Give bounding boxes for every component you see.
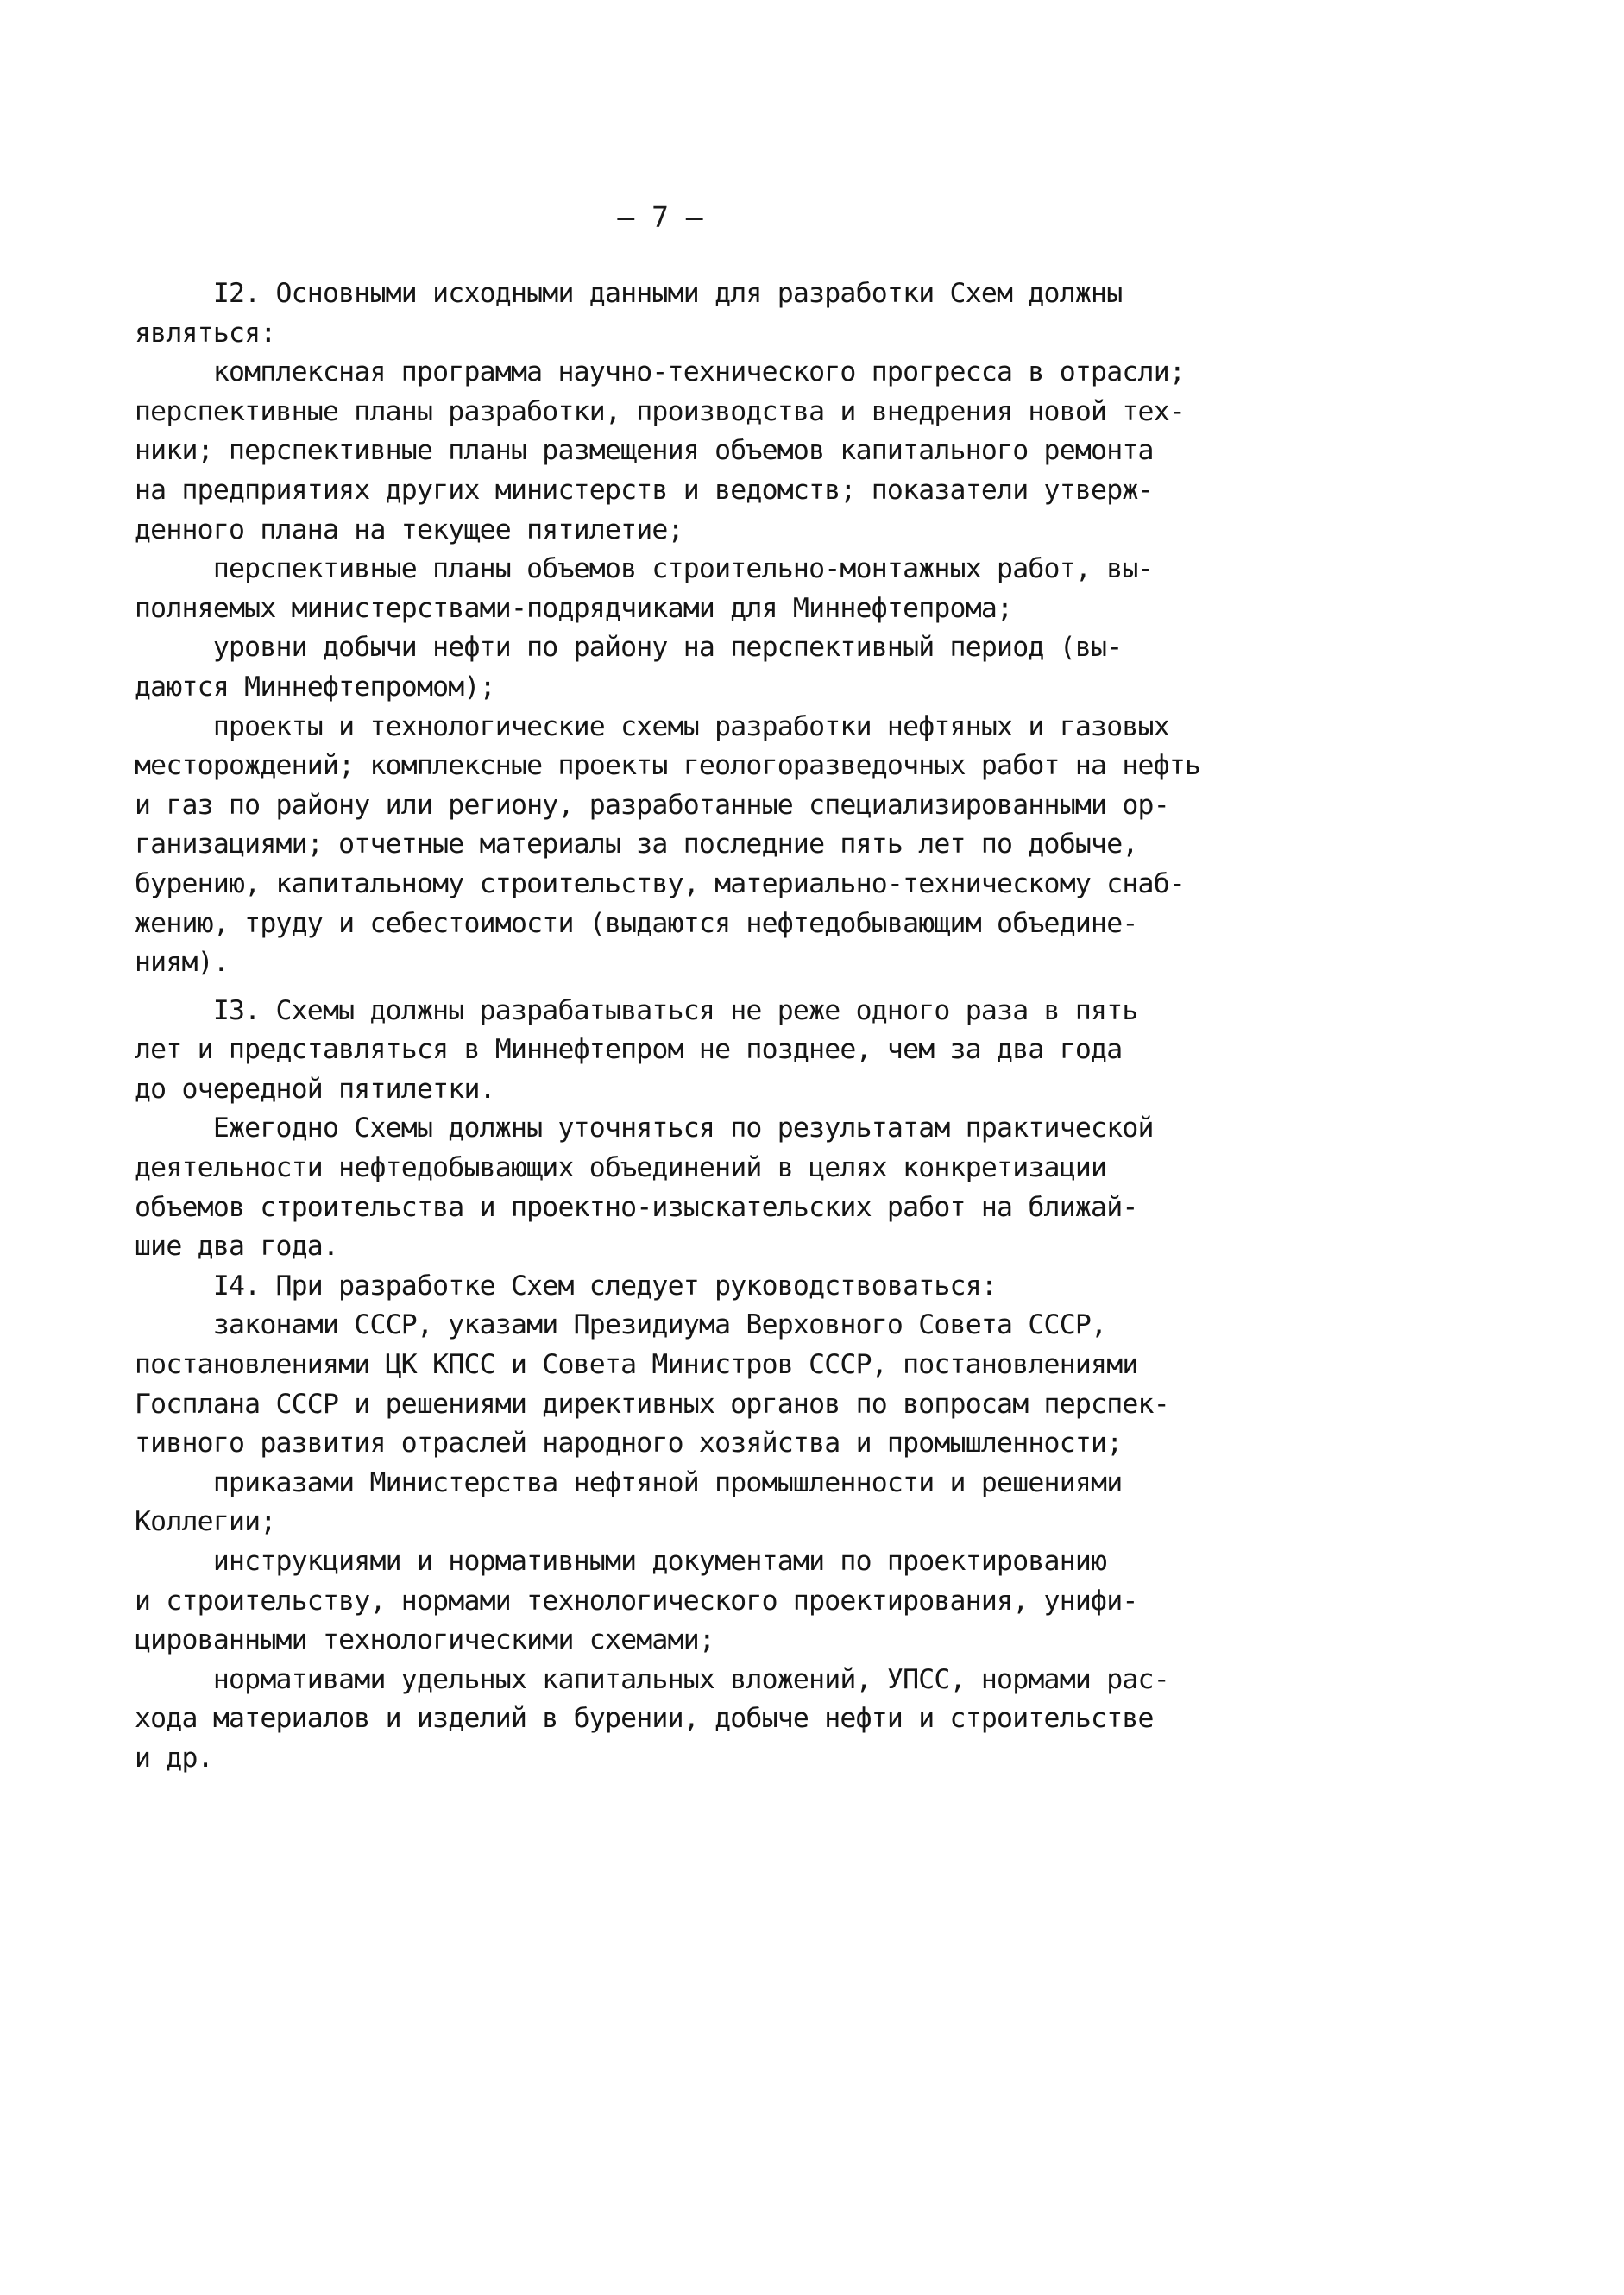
text-line: тивного развития отраслей народного хозяйства и промышленности; (135, 1428, 1123, 1460)
text-line: полняемых министерствами-подрядчиками для Миннефтепрома; (135, 592, 1013, 624)
text-line: бурению, капитальному строительству, материально-техническому снаб- (135, 867, 1186, 899)
text-line: деятельности нефтедобывающих объединений в целях конкретизации (135, 1152, 1107, 1184)
text-line: Коллегии; (135, 1506, 276, 1538)
text-line: объемов строительства и проектно-изыскательских работ на ближай- (135, 1191, 1138, 1223)
text-line: жению, труду и себестоимости (выдаются нефтедобывающим объедине- (135, 907, 1138, 939)
text-line: комплексная программа научно-технического прогресса в отрасли; (135, 356, 1186, 388)
text-line: цированными технологическими схемами; (135, 1624, 715, 1656)
text-line: уровни добычи нефти по району на перспективный период (вы- (135, 632, 1123, 664)
text-line: I3. Схемы должны разрабатываться не реже одного раза в пять (135, 994, 1138, 1026)
paragraph-gap (135, 983, 1256, 992)
text-line: Госплана СССР и решениями директивных органов по вопросам перспек- (135, 1388, 1169, 1420)
text-line: и строительству, нормами технологического проектирования, унифи- (135, 1585, 1138, 1617)
text-line: I4. При разработке Схем следует руководствоваться: (135, 1270, 998, 1302)
text-line: ниям). (135, 947, 229, 979)
text-line: лет и представляться в Миннефтепром не позднее, чем за два года (135, 1034, 1123, 1066)
text-line: инструкциями и нормативными документами по проектированию (135, 1546, 1107, 1577)
text-line: являться: (135, 317, 276, 349)
text-line: ники; перспективные планы размещения объемов капитального ремонта (135, 435, 1154, 467)
text-line: даются Миннефтепромом); (135, 671, 495, 703)
body-text (135, 274, 1256, 1779)
text-line: денного плана на текущее пятилетие; (135, 514, 683, 545)
text-line: I2. Основными исходными данными для разработки Схем должны (135, 278, 1123, 309)
text-line: Ежегодно Схемы должны уточняться по результатам практической (135, 1113, 1154, 1144)
text-line: перспективные планы разработки, производства и внедрения новой тех- (135, 395, 1186, 427)
text-line: постановлениями ЦК КПСС и Совета Министров СССР, постановлениями (135, 1349, 1138, 1381)
text-line: хода материалов и изделий в бурении, добыче нефти и строительстве (135, 1703, 1154, 1735)
text-line: шие два года. (135, 1231, 339, 1263)
text-line: проекты и технологические схемы разработки нефтяных и газовых (135, 710, 1169, 742)
text-line: нормативами удельных капитальных вложений, УПСС, нормами рас- (135, 1663, 1169, 1695)
text-line: до очередной пятилетки. (135, 1073, 495, 1105)
page-number: – 7 – (617, 200, 703, 234)
text-line: на предприятиях других министерств и ведомств; показатели утверж- (135, 474, 1154, 506)
text-line: законами СССР, указами Президиума Верховного Совета СССР, (135, 1309, 1107, 1341)
text-line: месторождений; комплексные проекты геологоразведочных работ на нефть (135, 750, 1201, 782)
text-line: перспективные планы объемов строительно-монтажных работ, вы- (135, 553, 1154, 585)
text-line: и газ по району или региону, разработанные специализированными ор- (135, 789, 1169, 821)
text-line: ганизациями; отчетные материалы за последние пять лет по добыче, (135, 829, 1138, 861)
text-line: приказами Министерства нефтяной промышленности и решениями (135, 1466, 1123, 1498)
text-line: и др. (135, 1742, 213, 1774)
